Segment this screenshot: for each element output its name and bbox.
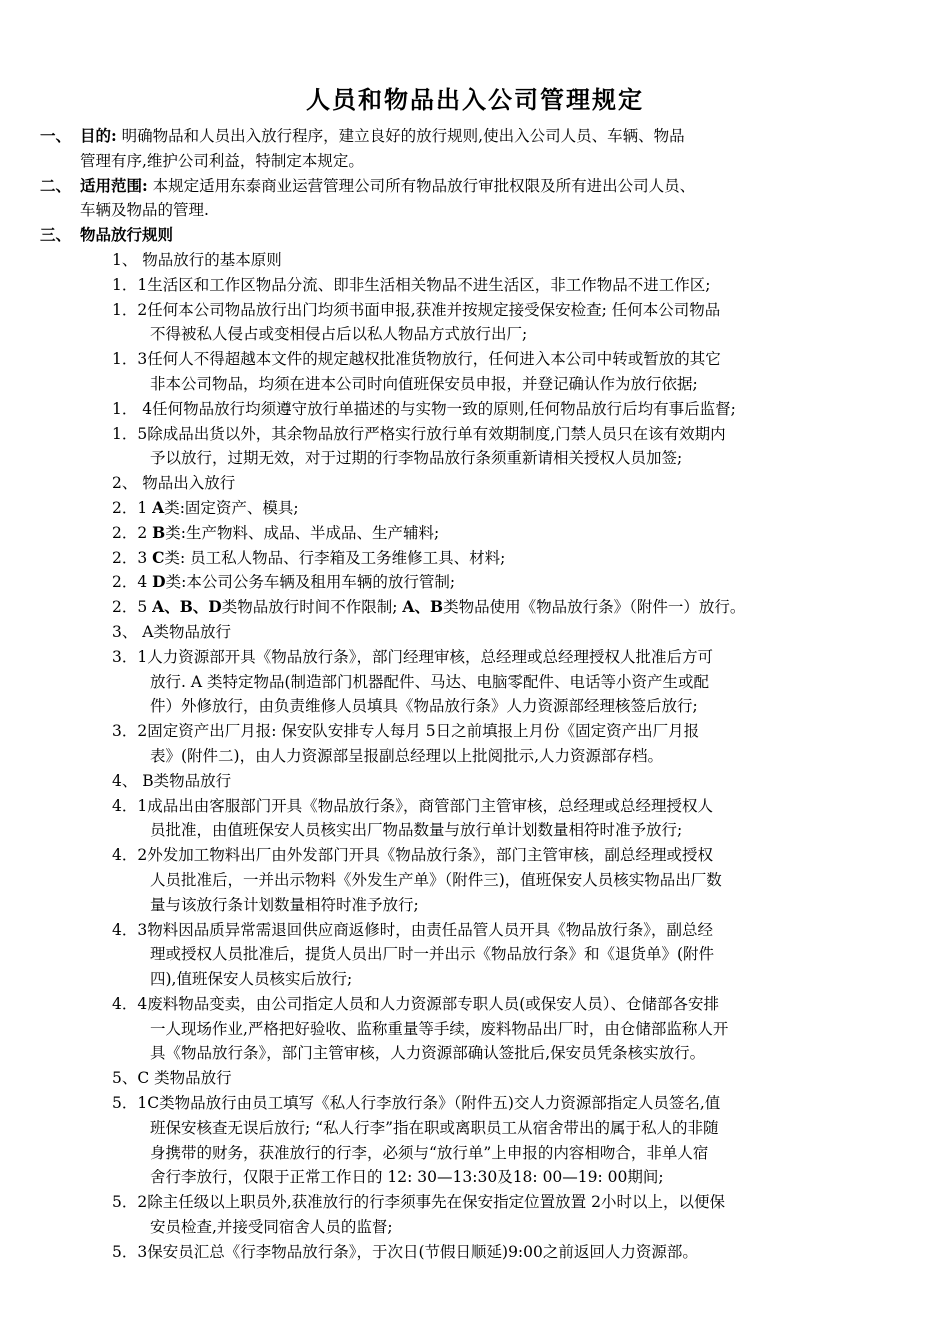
clause-continuation-line: 理或授权人员批准后，提货人员出厂时一并出示《物品放行条》和《退货单》(附件 — [150, 945, 715, 964]
category-letters: A、B、D — [152, 597, 222, 617]
clause-continuation-line: 四),值班保安人员核实后放行; — [150, 970, 353, 989]
clause-first-line: 4．3物料因品质异常需退回供应商返修时，由责任品管人员开具《物品放行条》，副总经 — [112, 920, 713, 939]
clause-continuation-line: 员批准，由值班保安人员核实出厂物品数量与放行单计划数量相符时准予放行; — [150, 821, 683, 840]
section-number: 一、 — [40, 126, 72, 145]
clause-first-line: 5．3保安员汇总《行李物品放行条》，于次日(节假日顺延)9:00之前返回人力资源部。 — [112, 1242, 698, 1261]
clause-2-5 — [0, 595, 950, 620]
subheading-basic-principles: 1、 物品放行的基本原则 — [112, 250, 282, 269]
clause-first-line: 4．1成品出由客服部门开具《物品放行条》，商管部门主管审核，总经理或总经理授权人 — [112, 796, 713, 815]
clause-first-line: 1．2任何本公司物品放行出门均须书面申报,获准并按规定接受保安检查; 任何本公司物品 — [112, 300, 721, 319]
clause-number: 2．1 — [112, 498, 148, 517]
clause-2-1 — [0, 496, 950, 521]
category-letter: D — [152, 572, 166, 592]
clause-1-4 — [0, 397, 950, 422]
clause-first-line: 1．5除成品出货以外，其余物品放行严格实行放行单有效期制度,门禁人员只在该有效期内 — [112, 424, 726, 443]
clause-text: 类:生产物料、成品、半成品、生产辅料; — [165, 523, 440, 542]
clause-continuation-line: 班保安核查无误后放行; “私人行李”指在职或离职员工从宿舍带出的属于私人的非随 — [150, 1118, 719, 1137]
clause-5-1 — [0, 1091, 950, 1190]
clause-continuation-line: 一人现场作业,严格把好验收、监称重量等手续，废料物品出厂时，由仓储部监称人开 — [150, 1019, 729, 1038]
category-letter: B — [152, 522, 166, 542]
clause-continuation-line: 予以放行，过期无效，对于过期的行李物品放行条须重新请相关授权人员加签; — [150, 449, 683, 468]
section-text: 车辆及物品的管理. — [80, 201, 209, 220]
clause-first-line: 4．4废料物品变卖，由公司指定人员和人力资源部专职人员(或保安人员）、仓储部各安排 — [112, 994, 720, 1013]
clause-text: 类:本公司公务车辆及租用车辆的放行管制; — [165, 573, 456, 592]
clause-continuation-line: 量与该放行条计划数量相符时准予放行; — [150, 895, 419, 914]
clause-continuation-line: 不得被私人侵占或变相侵占后以私人物品方式放行出厂; — [150, 325, 528, 344]
clause-4-4 — [0, 992, 950, 1066]
clause-4-3 — [0, 918, 950, 992]
category-letter: A — [152, 497, 165, 517]
clause-first-line: 1．1生活区和工作区物品分流、即非生活相关物品不进生活区，非工作物品不进工作区; — [112, 275, 711, 294]
clause-text: 类: 员工私人物品、行李箱及工务维修工具、材料; — [164, 548, 506, 567]
clause-number: 2．4 — [112, 573, 148, 592]
clause-continuation-line: 非本公司物品，均须在进本公司时向值班保安员申报，并登记确认作为放行依据; — [150, 374, 698, 393]
clause-continuation-line: 表》(附件二)，由人力资源部呈报副总经理以上批阅批示,人力资源部存档。 — [150, 746, 664, 765]
clause-continuation-line: 件）外修放行，由负责维修人员填具《物品放行条》人力资源部经理核签后放行; — [150, 697, 698, 716]
clause-4-1 — [0, 794, 950, 844]
clause-5-3 — [0, 1240, 950, 1265]
section-text: 明确物品和人员出入放行程序，建立良好的放行规则,使出入公司人员、车辆、物品 — [121, 127, 685, 145]
clause-continuation-line: 人员批准后，一并出示物料《外发生产单》（附件三)，值班保安人员核实物品出厂数 — [150, 870, 722, 889]
category-letter: C — [152, 547, 165, 567]
clause-1-2 — [0, 298, 950, 348]
document-body — [0, 124, 950, 1265]
document-title: 人员和物品出入公司管理规定 — [306, 85, 644, 114]
section-text: 本规定适用东泰商业运营管理公司所有物品放行审批权限及所有进出公司人员、 — [152, 176, 696, 195]
clause-2-3 — [0, 546, 950, 571]
section-label: 目的: — [80, 126, 117, 145]
clause-number: 2．2 — [112, 523, 148, 542]
clause-continuation-line: 放行. A 类特定物品(制造部门机器配件、马达、电脑零配件、电话等小资产生或配 — [150, 672, 710, 691]
clause-3-1 — [0, 645, 950, 719]
section-scope — [40, 174, 950, 224]
clause-4-2 — [0, 843, 950, 917]
clause-first-line: 1． 4任何物品放行均须遵守放行单描述的与实物一致的原则,任何物品放行后均有事后监督; — [112, 399, 736, 418]
clause-continuation-line: 舍行李放行，仅限于正常工作日的 12: 30—13:30及18: 00—19: 00期间; — [150, 1168, 664, 1187]
clause-first-line: 1．3任何人不得超越本文件的规定越权批准货物放行，任何进入本公司中转或暂放的其它 — [112, 350, 721, 369]
subheading-entry-exit: 2、 物品出入放行 — [112, 474, 236, 493]
clause-2-4 — [0, 570, 950, 595]
clause-2-2 — [0, 521, 950, 546]
clause-1-5 — [0, 422, 950, 472]
section-number: 三、 — [40, 225, 72, 245]
section-label: 适用范围: — [80, 175, 148, 195]
clause-1-3 — [0, 347, 950, 397]
clause-continuation-line: 身携带的财务，获准放行的行李，必须与“放行单”上申报的内容相吻合，非单人宿 — [150, 1143, 709, 1162]
clause-1-1 — [0, 273, 950, 298]
clause-number: 2．3 — [112, 548, 148, 567]
section-text: 管理有序,维护公司利益，特制定本规定。 — [80, 151, 364, 170]
section-rules — [40, 223, 950, 248]
clause-text: 类物品使用《物品放行条》（附件一）放行。 — [443, 598, 746, 617]
category-letters: A、B — [402, 597, 444, 617]
subheading-category-c: 5、C 类物品放行 — [112, 1069, 232, 1088]
subheading-category-b: 4、 B类物品放行 — [112, 771, 232, 790]
section-purpose — [40, 124, 950, 174]
clause-text: 类物品放行时间不作限制; — [221, 598, 398, 617]
clause-continuation-line: 具《物品放行条》，部门主管审核，人力资源部确认签批后,保安员凭条核实放行。 — [150, 1044, 706, 1063]
clause-first-line: 5．1C类物品放行由员工填写《私人行李放行条》（附件五)交人力资源部指定人员签名,值 — [112, 1094, 721, 1113]
clause-first-line: 3．2固定资产出厂月报: 保安队安排专人每月 5日之前填报上月份《固定资产出厂月报 — [112, 722, 700, 741]
clause-3-2 — [0, 719, 950, 769]
clause-first-line: 3．1人力资源部开具《物品放行条》，部门经理审核，总经理或总经理授权人批准后方可 — [112, 647, 713, 666]
subheading-category-a: 3、 A类物品放行 — [112, 622, 231, 641]
clause-5-2 — [0, 1190, 950, 1240]
clause-continuation-line: 安员检查,并接受同宿舍人员的监督; — [150, 1218, 393, 1237]
clause-first-line: 5．2除主任级以上职员外,获准放行的行李须事先在保安指定位置放置 2小时以上，以便保 — [112, 1193, 725, 1212]
clause-number: 2．5 — [112, 598, 148, 617]
section-label: 物品放行规则 — [80, 225, 174, 245]
clause-first-line: 4．2外发加工物料出厂由外发部门开具《物品放行条》，部门主管审核，副总经理或授权 — [112, 846, 713, 865]
section-number: 二、 — [40, 175, 72, 195]
clause-text: 类:固定资产、模具; — [164, 498, 299, 517]
